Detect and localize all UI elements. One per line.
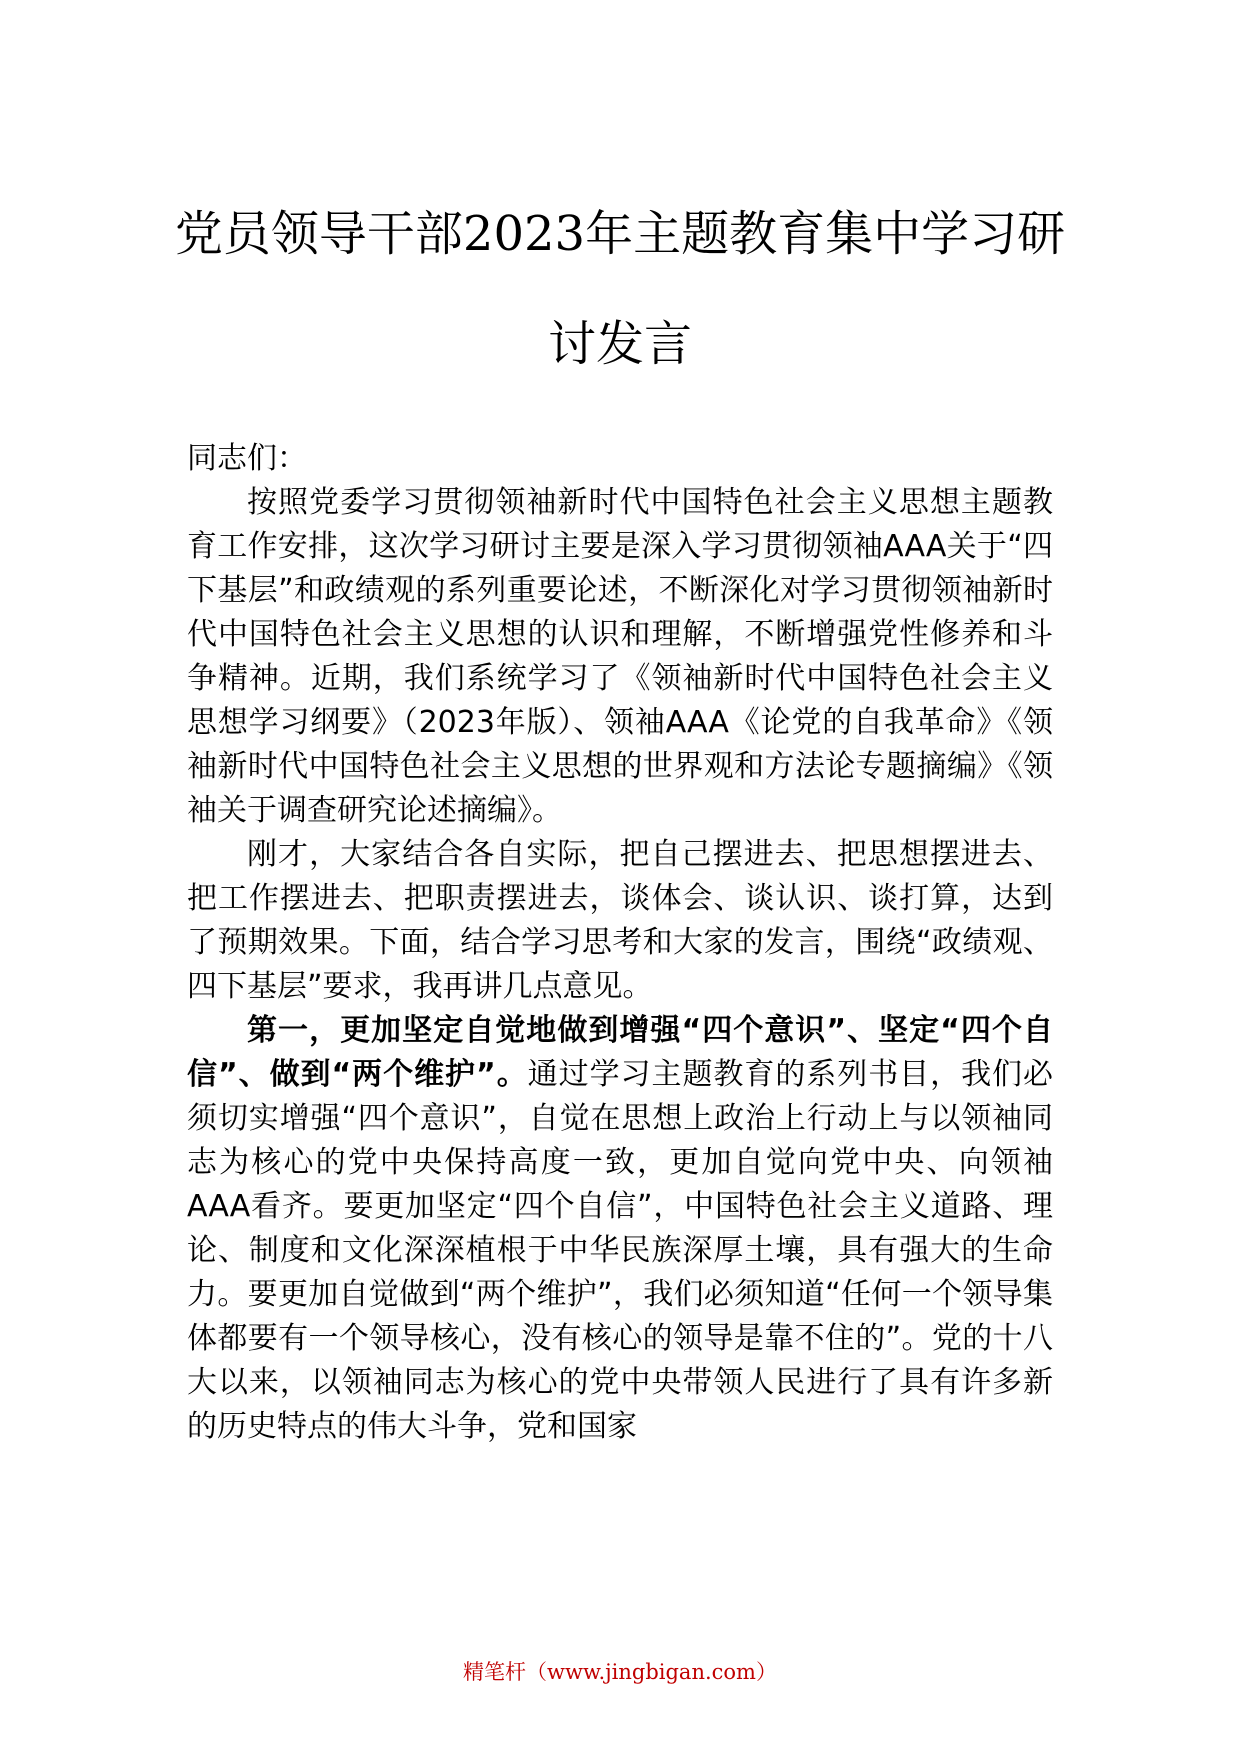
- paragraph-3: [187, 1009, 1053, 1449]
- document-title-line-1: 党员领导干部2023年主题教育集中学习研: [174, 206, 1066, 262]
- document-body: [187, 437, 1053, 1449]
- salutation: 同志们：: [187, 441, 307, 476]
- document-title-line-2: 讨发言: [547, 316, 692, 372]
- footer-watermark: 精笔杆（www.jingbigan.com）: [463, 1660, 777, 1684]
- paragraph-3-body: 通过学习主题教育的系列书目，我们必须切实增强“四个意识”，自觉在思想上政治上行动上与以领袖同志为核心的党中央保持高度一致，更加自觉向党中央、向领袖AAA看齐。要更加坚定“四个自信”，中国特色社会主义道路、理论、制度和文化深深植根于中华民族深厚土壤，具有强大的生命力。要更加自觉做到“两个维护”，我们必须知道“任何一个领导集体都要有一个领导核心，没有核心的领导是靠不住的”。党的十八大以来，以领袖同志为核心的党中央带领人民进行了具有许多新的历史特点的伟大斗争，党和国家: [187, 1057, 1053, 1444]
- paragraph-3-heading: 第一，更加坚定自觉地做到增强“四个意识”、坚定“四个自信”、做到“两个维护”。: [187, 1013, 1053, 1092]
- paragraph-1: 按照党委学习贯彻领袖新时代中国特色社会主义思想主题教育工作安排，这次学习研讨主要是深入学习贯彻领袖AAA关于“四下基层”和政绩观的系列重要论述，不断深化对学习贯彻领袖新时代中国特色社会主义思想的认识和理解，不断增强党性修养和斗争精神。近期，我们系统学习了《领袖新时代中国特色社会主义思想学习纲要》（2023年版）、领袖AAA《论党的自我革命》《领袖新时代中国特色社会主义思想的世界观和方法论专题摘编》《领袖关于调查研究论述摘编》。: [187, 485, 1053, 828]
- paragraph-2: 刚才，大家结合各自实际，把自己摆进去、把思想摆进去、把工作摆进去、把职责摆进去，谈体会、谈认识、谈打算，达到了预期效果。下面，结合学习思考和大家的发言，围绕“政绩观、四下基层”要求，我再讲几点意见。: [187, 837, 1053, 1004]
